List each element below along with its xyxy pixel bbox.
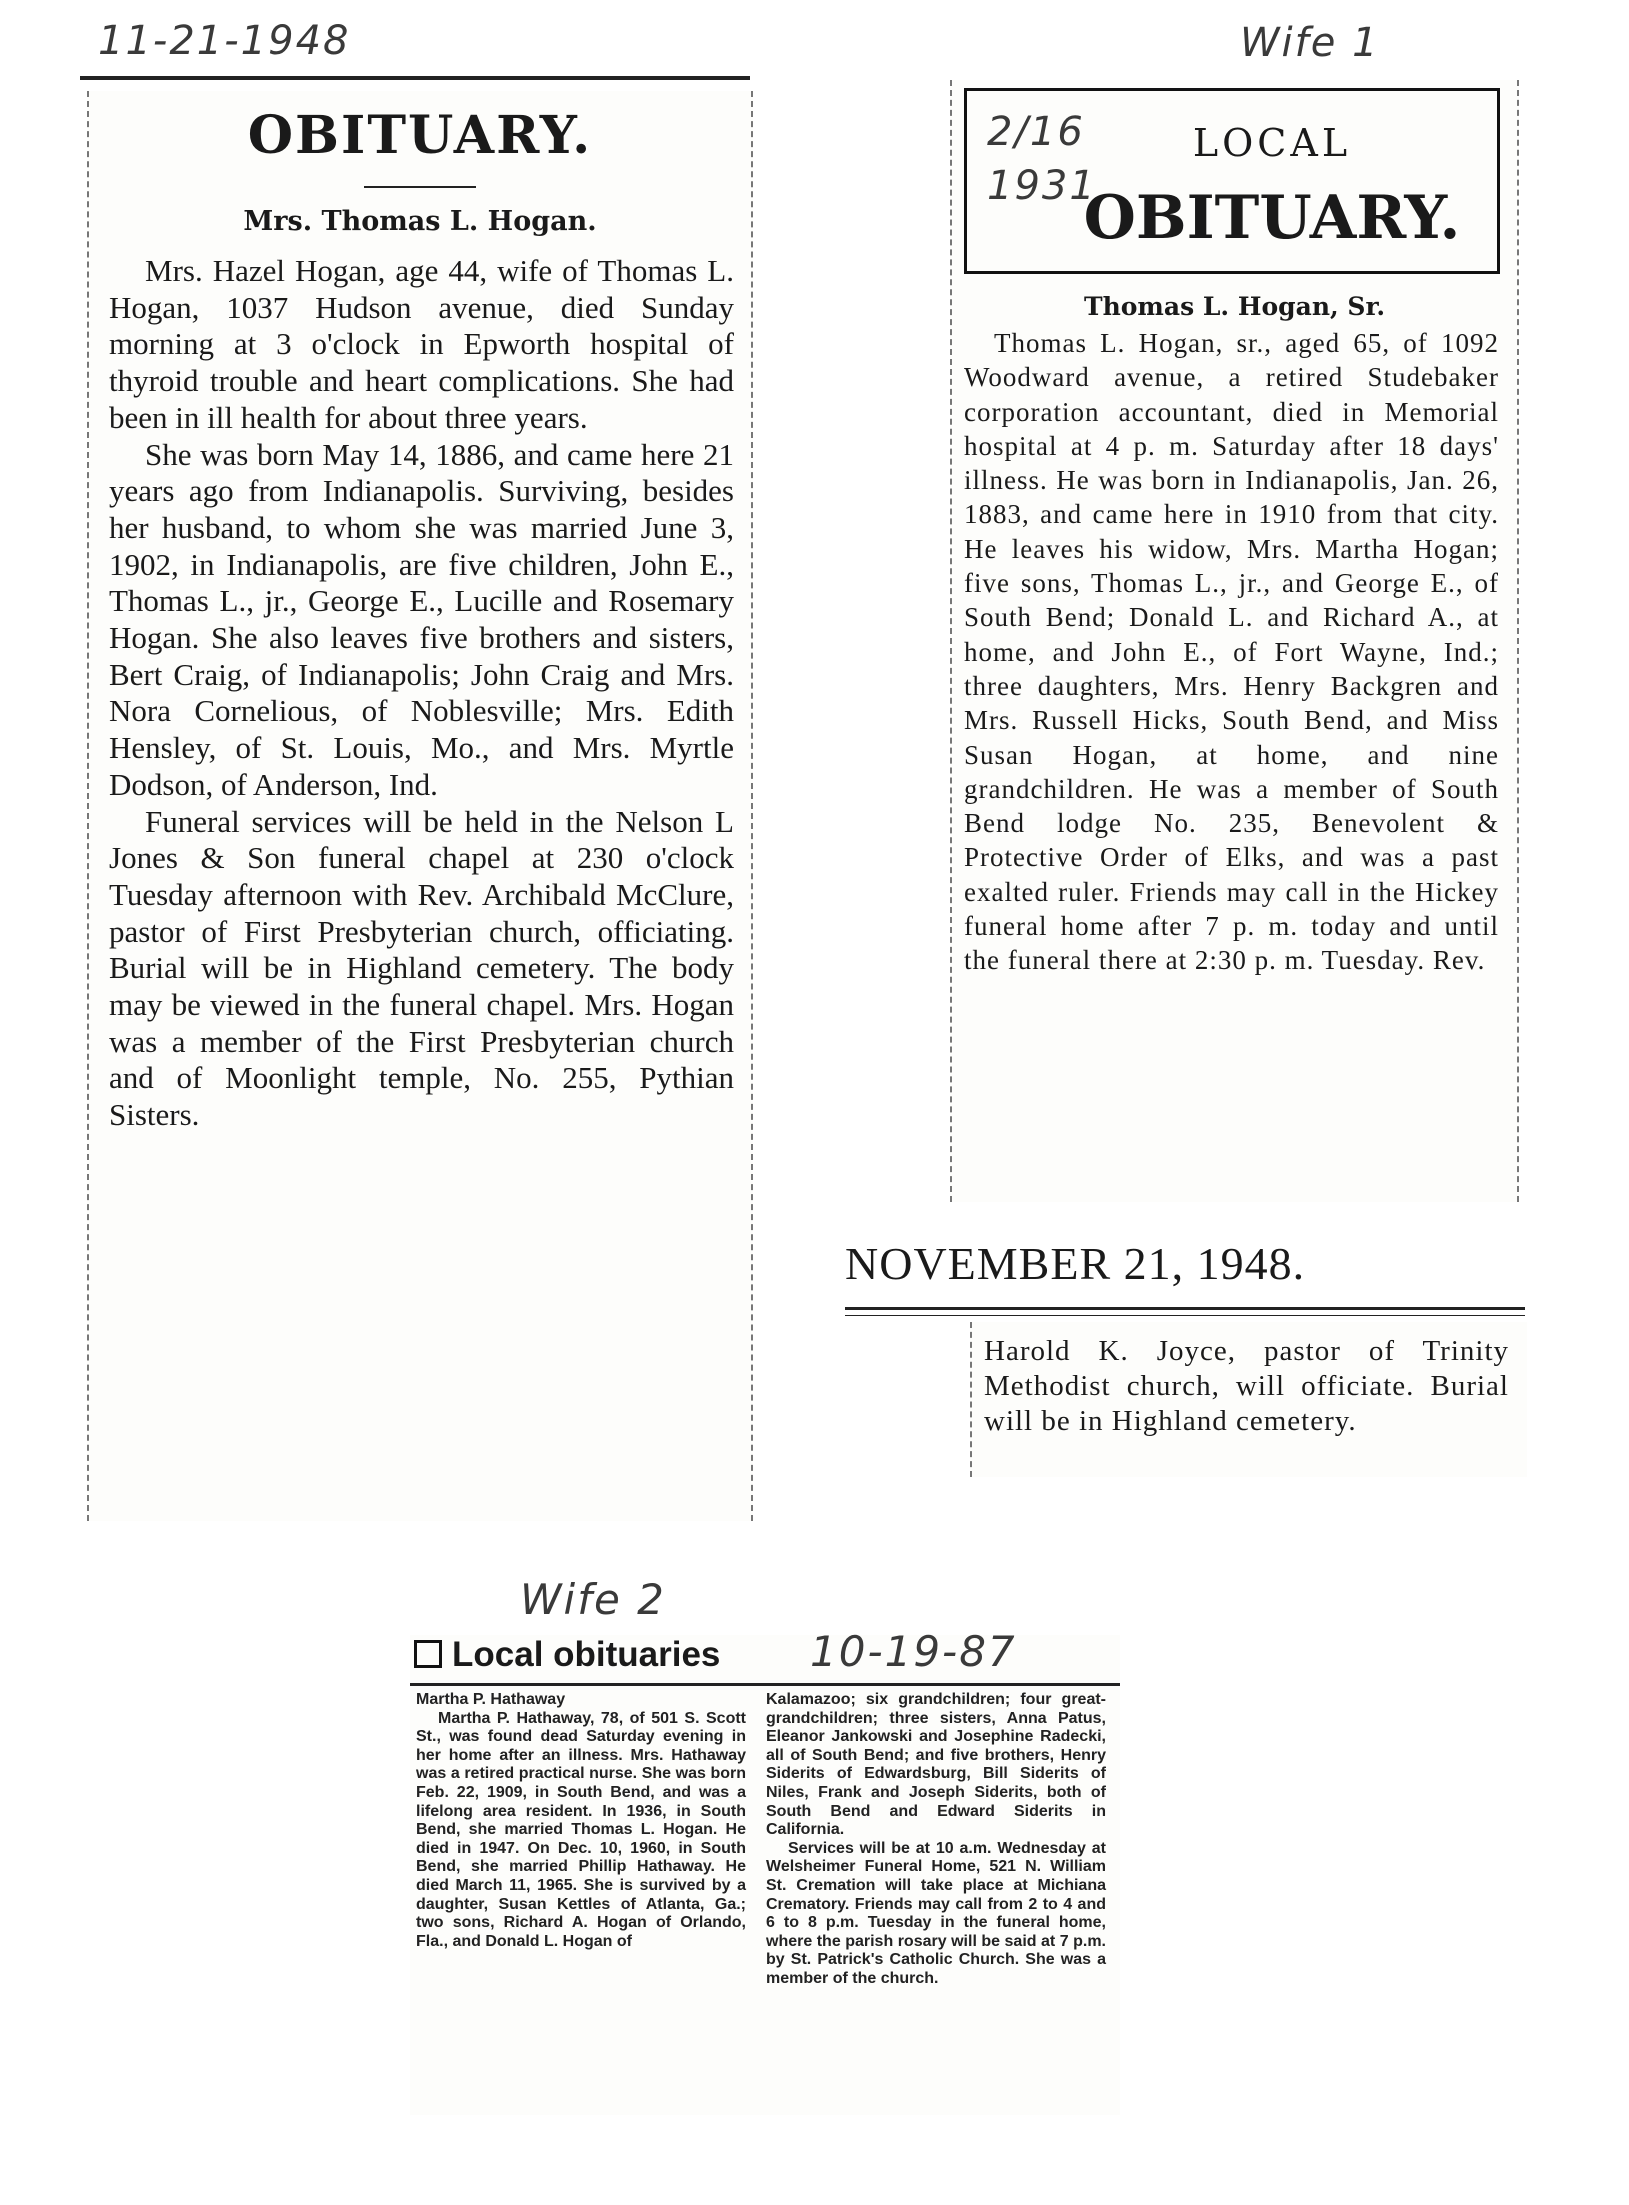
clipping2-body (964, 326, 1499, 978)
newspaper-date-strip (845, 1237, 1525, 1317)
date-strip-text: NOVEMBER 21, 1948. (845, 1238, 1306, 1289)
clipping1-paragraph: Funeral services will be held in the Nelson L Jones & Son funeral chapel at 230 o'clock Tuesday afternoon with Rev. Archibald McClure, pastor of First Presbyterian church, officiating. Burial will be in Highland cemetery. The body may be viewed in the funeral chapel. Mrs. Hogan was a member of the First Presbyterian church and of Moonlight temple, No. 255, Pythian Sisters. (109, 803, 734, 1133)
clipping1-body (109, 253, 734, 1134)
clipping2-paragraph: Thomas L. Hogan, sr., aged 65, of 1092 Woodward avenue, a retired Studebaker corporation accountant, died in Memorial hospital at 4 p. m. Saturday after 18 days' illness. He was born in Indianapolis, Jan. 26, 1883, and came here in 1910 from that city. He leaves his widow, Mrs. Martha Hogan; five sons, Thomas L., jr., and George E., of South Bend; Donald L. and Richard A., at home, and John E., of Fort Wayne, Ind.; three daughters, Mrs. Henry Backgren and Mrs. Russell Hicks, South Bend, and Miss Susan Hogan, at home, and nine grandchildren. He was a member of South Bend lodge No. 235, Benevolent & Protective Order of Elks, and was a past exalted ruler. Friends may call in the Hickey funeral home after 7 p. m. today and until the funeral there at 2:30 p. m. Tuesday. Rev. (964, 328, 1499, 976)
clipping4-name: Martha P. Hathaway (416, 1691, 566, 1708)
clipping4-heading-rule (410, 1683, 1120, 1686)
obituary-clipping-hazel-hogan (87, 91, 753, 1521)
clipping1-subhead: Mrs. Thomas L. Hogan. (243, 206, 597, 237)
clipping4-heading-text: Local obituaries (452, 1635, 721, 1674)
clipping4-column-1 (416, 1691, 746, 1951)
handwritten-box-date-b: 1931 (987, 163, 1097, 209)
obituary-clipping-martha-hathaway (410, 1627, 1120, 2115)
handwritten-wife1-note: Wife 1 (1240, 20, 1380, 66)
date-strip-rule (845, 1307, 1525, 1310)
handwritten-date-87: 10-19-87 (810, 1627, 1017, 1676)
clipping2-subhead: Thomas L. Hogan, Sr. (1083, 292, 1386, 321)
continuation-body (984, 1334, 1509, 1439)
handwritten-wife2-note: Wife 2 (520, 1575, 666, 1624)
clipping2-local-label: LOCAL (1192, 121, 1352, 165)
clipping4-paragraph: Kalamazoo; six grandchildren; four great-grandchildren; three sisters, Anna Patus, Eleanor Jankowski and Josephine Radecki, all of South Bend; and five brothers, Henry Siderits of Edwardsburg, Bill Siderits of Niles, Frank and Joseph Siderits, both of South Bend and Edward Siderits in California. (766, 1691, 1106, 1839)
clipping1-headline: OBITUARY. (247, 105, 593, 166)
handwritten-box-date-a: 2/16 (987, 109, 1085, 155)
clipping2-headline: OBITUARY. (1083, 183, 1461, 253)
handwritten-date-top-left: 11-21-1948 (98, 18, 351, 64)
obituary-continuation (970, 1322, 1527, 1477)
clipping4-paragraph: Martha P. Hathaway, 78, of 501 S. Scott St., was found dead Saturday evening in her home after an illness. Mrs. Hathaway was a retired practical nurse. She was born Feb. 22, 1909, in South Bend, and was a lifelong area resident. In 1936, in South Bend, she married Thomas L. Hogan. He died in 1947. On Dec. 10, 1960, in South Bend, she married Phillip Hathaway. He died March 11, 1965. She is survived by a daughter, Susan Kettles of Atlanta, Ga.; two sons, Richard A. Hogan of Orlando, Fla., and Donald L. Hogan of (416, 1709, 746, 1950)
continuation-paragraph: Harold K. Joyce, pastor of Trinity Methodist church, will officiate. Burial will be in Highland cemetery. (984, 1335, 1509, 1437)
obituary-clipping-thomas-hogan-sr (950, 80, 1519, 1202)
clipping1-paragraph: She was born May 14, 1886, and came here 21 years ago from Indianapolis. Surviving, besides her husband, to whom she was married June 3, 1902, in Indianapolis, are five children, John E., Thomas L., jr., George E., Lucille and Rosemary Hogan. She also leaves five brothers and sisters, Bert Craig, of Indianapolis; John Craig and Mrs. Nora Cornelious, of Noblesville; Mrs. Edith Hensley, of St. Louis, Mo., and Mrs. Myrtle Dodson, of Anderson, Ind. (109, 436, 734, 802)
top-rule-left (80, 76, 750, 80)
clipping4-paragraph: Services will be at 10 a.m. Wednesday at Welsheimer Funeral Home, 521 N. William St. Cremation will take place at Michiana Crematory. Friends may call from 2 to 4 and 6 to 8 p.m. Tuesday in the funeral home, where the parish rosary will be said at 7 p.m. by St. Patrick's Catholic Church. She was a member of the church. (766, 1839, 1106, 1987)
clipping2-masthead-box (964, 88, 1500, 274)
clipping4-heading (414, 1635, 720, 1675)
clipping1-divider (364, 186, 476, 188)
clipping4-column-2 (766, 1691, 1106, 1989)
checkbox-square-icon (414, 1640, 442, 1668)
clipping1-paragraph: Mrs. Hazel Hogan, age 44, wife of Thomas L. Hogan, 1037 Hudson avenue, died Sunday morning at 3 o'clock in Epworth hospital of thyroid trouble and heart complications. She had been in ill health for about three years. (109, 253, 734, 435)
date-strip-rule-thin (845, 1315, 1525, 1316)
